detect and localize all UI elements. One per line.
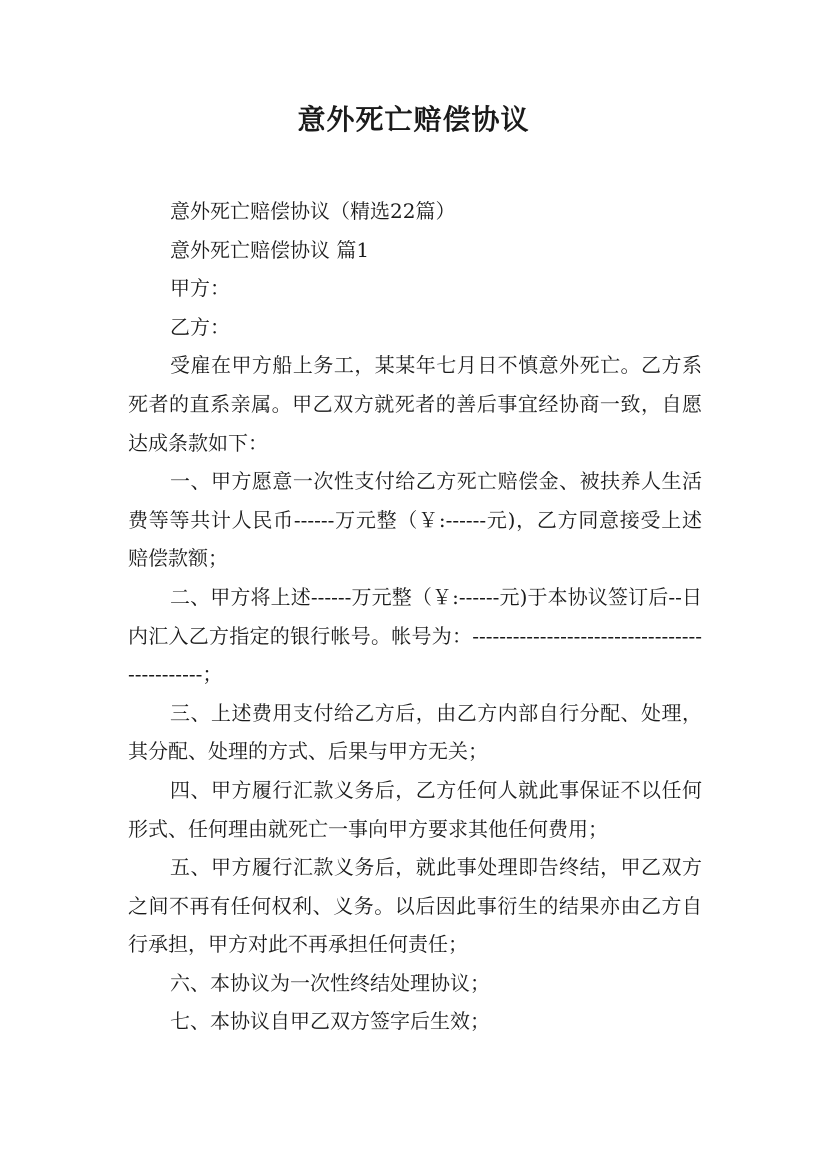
clause-2: 二、甲方将上述------万元整（￥:------元)于本协议签订后--日内汇入乙方指定的银行帐号。帐号为：---------------------------------------------； [128, 584, 702, 687]
party-a-line: 甲方： [170, 276, 230, 301]
subtitle-paragraph: 意外死亡赔偿协议（精选22篇） [170, 199, 456, 223]
clause-4: 四、甲方履行汇款义务后，乙方任何人就此事保证不以任何形式、任何理由就死亡一事向甲方要求其他任何费用； [128, 777, 702, 841]
clause-7: 七、本协议自甲乙双方签字后生效； [170, 1009, 490, 1034]
document-body [128, 192, 702, 1041]
preamble-paragraph: 受雇在甲方船上务工，某某年七月日不慎意外死亡。乙方系死者的直系亲属。甲乙双方就死者的善后事宜经协商一致，自愿达成条款如下： [128, 353, 702, 455]
document-title: 意外死亡赔偿协议 [297, 103, 530, 136]
clause-6: 六、本协议为一次性终结处理协议； [170, 970, 490, 995]
party-b-line: 乙方： [170, 314, 230, 339]
section-heading: 意外死亡赔偿协议 篇1 [170, 237, 370, 262]
clause-5: 五、甲方履行汇款义务后，就此事处理即告终结，甲乙双方之间不再有任何权利、义务。以后因此事衍生的结果亦由乙方自行承担，甲方对此不再承担任何责任； [128, 855, 702, 957]
clause-3: 三、上述费用支付给乙方后，由乙方内部自行分配、处理，其分配、处理的方式、后果与甲方无关； [128, 700, 702, 764]
clause-1: 一、甲方愿意一次性支付给乙方死亡赔偿金、被扶养人生活费等等共计人民币------万元整（￥:------元)，乙方同意接受上述赔偿款额； [128, 469, 702, 571]
